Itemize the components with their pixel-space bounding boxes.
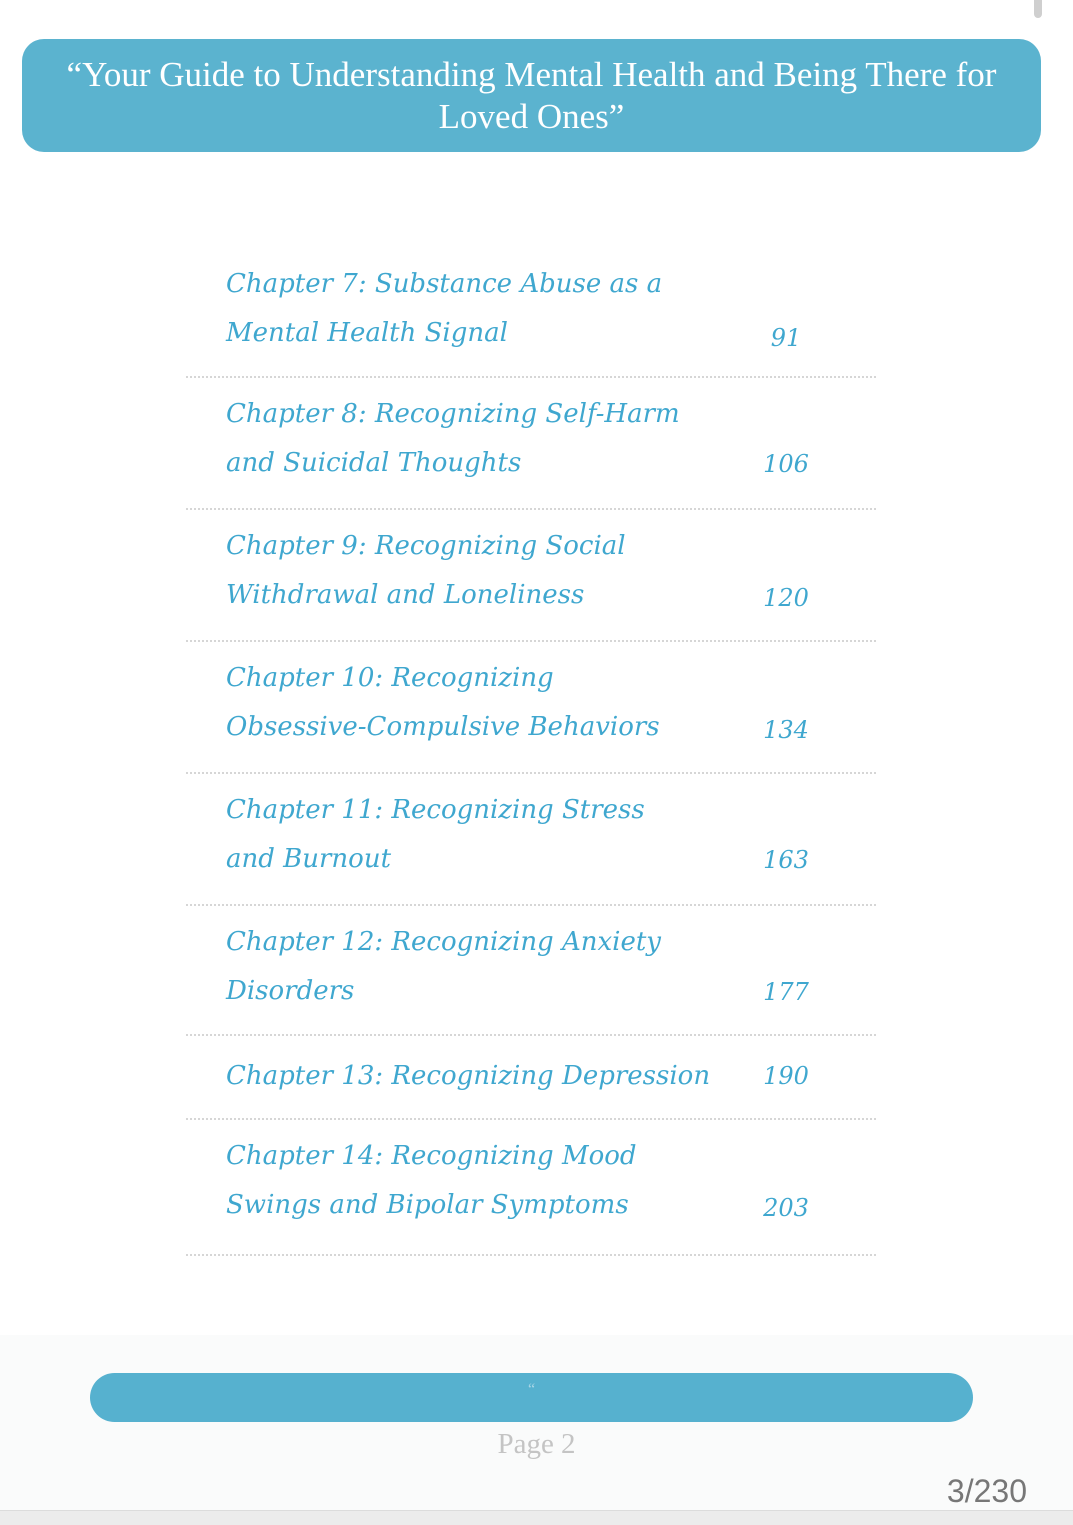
- toc-entry-title: Chapter 14: Recognizing Mood Swings and Bipolar Symptoms: [226, 1141, 637, 1220]
- toc-entry-chapter-10[interactable]: [186, 642, 876, 774]
- toc-entry-chapter-13[interactable]: [186, 1036, 876, 1120]
- toc-entry-title: Chapter 11: Recognizing Stress and Burnout: [226, 795, 645, 874]
- page-label: Page 2: [497, 1428, 576, 1460]
- toc-entry-title: Chapter 7: Substance Abuse as a Mental Health Signal: [226, 269, 663, 348]
- toc-entry-page: 120: [763, 584, 809, 612]
- toc-entry-title: Chapter 13: Recognizing Depression: [226, 1061, 711, 1091]
- scrollbar-thumb[interactable]: [1034, 0, 1042, 18]
- toc-entry-chapter-9[interactable]: [186, 510, 876, 642]
- toc-entry-page: 203: [763, 1194, 809, 1222]
- toc-entry-chapter-7[interactable]: [186, 248, 876, 378]
- viewer-bottom-edge: [0, 1510, 1073, 1525]
- toc-entry-page: 134: [763, 716, 809, 744]
- toc-entry-title: Chapter 12: Recognizing Anxiety Disorders: [226, 927, 661, 1006]
- toc-entry-title: Chapter 8: Recognizing Self-Harm and Suicidal Thoughts: [226, 399, 680, 478]
- book-title: “Your Guide to Understanding Mental Health and Being There for Loved Ones”: [66, 54, 997, 136]
- toc-entry-chapter-12[interactable]: [186, 906, 876, 1036]
- footer-quote-mark: “: [527, 1381, 536, 1398]
- footer-bar: [90, 1373, 973, 1422]
- page-counter: 3/230: [946, 1473, 1027, 1509]
- header-banner: [22, 39, 1041, 152]
- toc-entry-title: Chapter 9: Recognizing Social Withdrawal and Loneliness: [226, 531, 626, 610]
- page-footer: [0, 1335, 1073, 1510]
- toc-entry-chapter-14[interactable]: [186, 1120, 876, 1256]
- toc-entry-chapter-11[interactable]: [186, 774, 876, 906]
- toc-entry-page: 91: [770, 324, 802, 352]
- table-of-contents: [186, 248, 876, 1256]
- toc-entry-page: 163: [763, 846, 809, 874]
- toc-entry-title: Chapter 10: Recognizing Obsessive-Compulsive Behaviors: [226, 663, 660, 742]
- toc-entry-page: 190: [763, 1062, 809, 1090]
- toc-entry-page: 177: [763, 978, 809, 1006]
- toc-entry-chapter-8[interactable]: [186, 378, 876, 510]
- toc-entry-page: 106: [763, 450, 809, 478]
